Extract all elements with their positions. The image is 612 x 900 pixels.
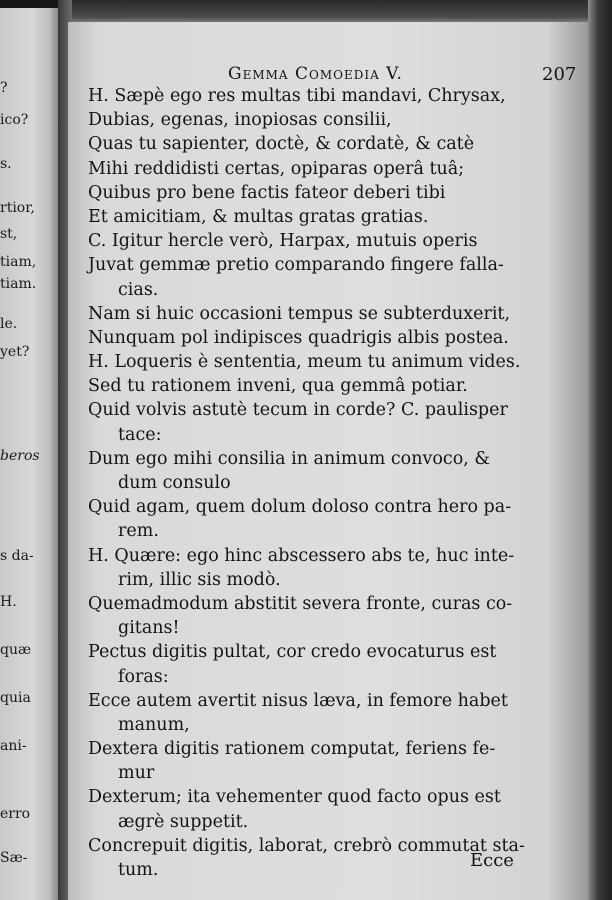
verse-line: H. Sæpè ego res multas tibi mandavi, Chrysax,	[88, 86, 506, 106]
verse-line: H. Quære: ego hinc abscessero abs te, huc inte-	[88, 545, 515, 566]
right-shadow-edge	[588, 0, 612, 900]
verse-line: Nam si huic occasioni tempus se subterduxerit,	[88, 303, 511, 324]
verse-line: ægrè suppetit.	[118, 811, 249, 832]
verse-line: rim, illic sis modò.	[118, 569, 281, 590]
left-page-fragment-text: yet?	[0, 344, 30, 360]
verse-line: tum.	[118, 860, 159, 880]
left-page-fragment-text: tiam.	[0, 276, 37, 292]
left-page-fragment-text: s da-	[0, 548, 34, 564]
verse-line: foras:	[118, 666, 169, 687]
left-page-fragment-text: tiam,	[0, 254, 37, 270]
left-page-fragment-text: Sæ-	[0, 850, 28, 866]
top-shadow-edge	[58, 0, 612, 24]
verse-line: cias.	[118, 279, 159, 300]
verse-line: Juvat gemmæ pretio comparando fingere falla-	[88, 255, 504, 276]
left-page-fragment-text: le.	[0, 316, 18, 332]
verse-line: Dum ego mihi consilia in animum convoco, &	[88, 448, 490, 469]
left-page-fragment-text: s.	[0, 156, 12, 172]
left-page-fragment-text: ?	[0, 80, 8, 96]
verse-line: C. Igitur hercle verò, Harpax, mutuis operis	[88, 231, 478, 252]
left-page-fragment-text: erro	[0, 806, 31, 822]
left-page-fragment-text: H.	[0, 594, 17, 610]
verse-line: H. Loqueris è sententia, meum tu animum vides.	[88, 352, 521, 373]
verse-line: tace:	[118, 424, 162, 445]
verse-line: Dextera digitis rationem computat, feriens fe-	[88, 739, 496, 760]
verse-line: Sed tu rationem inveni, qua gemmâ potiar.	[88, 376, 468, 397]
verse-line: Pectus digitis pultat, cor credo evocaturus est	[88, 642, 497, 663]
verse-line: manum,	[118, 714, 190, 735]
catchword: Ecce	[470, 850, 514, 871]
left-page-fragment-text: st,	[0, 226, 18, 242]
verse-line: Dexterum; ita vehementer quod facto opus est	[88, 787, 501, 808]
verse-line: mur	[118, 763, 155, 784]
right-page	[68, 22, 588, 900]
left-page-fragment-text: beros	[0, 448, 40, 464]
verse-line: Quid agam, quem dolum doloso contra hero pa-	[88, 497, 512, 518]
verse-line: Dubias, egenas, inopiosas consilii,	[88, 110, 392, 131]
verse-line: Quid volvis astutè tecum in corde? C. paulisper	[88, 400, 508, 421]
verse-line: Quemadmodum abstitit severa fronte, curas co-	[88, 593, 513, 614]
left-page-fragment-text: quæ	[0, 642, 32, 658]
left-page-fragment-text: quia	[0, 690, 31, 706]
left-page-fragment-text: rtior,	[0, 200, 35, 216]
verse-line: Quas tu sapienter, doctè, & cordatè, & catè	[88, 134, 475, 155]
left-page-fragment-text: ico?	[0, 112, 29, 128]
left-page-fragment	[0, 8, 61, 900]
left-page-fragment-text: ani-	[0, 738, 27, 754]
verse-line: Quibus pro bene factis fateor deberi tibi	[88, 182, 446, 203]
verse-line: Nunquam pol indipisces quadrigis albis postea.	[88, 327, 509, 348]
page-number: 207	[542, 64, 577, 85]
verse-line: Ecce autem avertit nisus læva, in femore habet	[88, 690, 508, 711]
verse-line: Et amicitiam, & multas gratas gratias.	[88, 206, 429, 227]
verse-line: Concrepuit digitis, laborat, crebrò commutat sta-	[88, 835, 525, 856]
running-head: Gemma Comoedia V.	[228, 64, 403, 84]
verse-line: dum consulo	[118, 473, 231, 493]
verse-line: gitans!	[118, 618, 180, 639]
verse-text-block	[88, 84, 578, 882]
verse-line: rem.	[118, 521, 159, 542]
verse-line: Mihi reddidisti certas, opiparas operâ tuâ;	[88, 158, 465, 179]
